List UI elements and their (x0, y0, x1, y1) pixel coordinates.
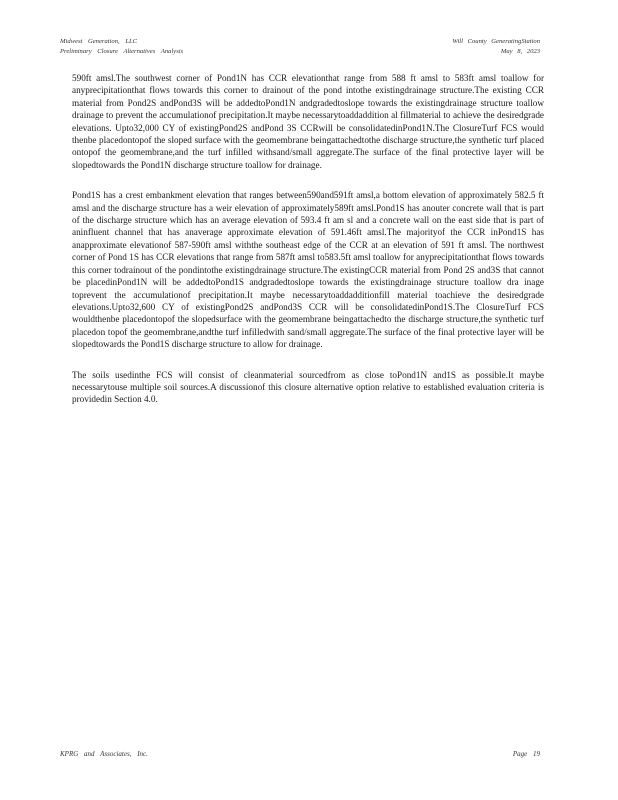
header-report-title: Preliminary Closure Alternatives Analysis (60, 48, 184, 55)
header-right (320, 37, 540, 57)
page-number: Page 19 (512, 750, 540, 758)
header-station: Will County GeneratingStation (452, 38, 540, 45)
header-left (60, 37, 320, 57)
paragraph-soils: The soils usedinthe FCS will consist of cleanmaterial sourcedfrom as close toPond1N and1S as possible.It maybe necessarytouse multiple soil sources.A discussionof this closure alternative option relative to established evaluation criteria is providedin Section 4.0. (72, 369, 544, 405)
header-date: May 8, 2023 (500, 48, 540, 55)
paragraph-pond1n: 590ft amsl.The southwest corner of Pond1N has CCR elevationthat range from 588 ft amsl to 583ft amsl toallow for anyprecipitationthat flows towards this corner to drainout of the pond intothe existingdrainage structure.The existing CCR material from Pond2S andPond3S will be addedtoPond1N andgradedtoslope towards the existingdrainage structure toallow drainage to prevent the accumulationof precipitation.It maybe necessarytoaddaddition al fillmaterial to achieve the desiredgrade elevations. Upto32,000 CY of existingPond2S andPond 3S CCRwill be consolidatedinPond1N.The ClosureTurf FCS would thenbe placedontopof the sloped surface with the geomembrane beingattachedtothe discharge structure,the synthetic turf placed ontopof the geomembrane,and the turf infilled withsand/small aggregate.The surface of the final protective layer will be slopedtowards the Pond1N discharge structure toallow for drainage. (72, 73, 544, 170)
footer-company: KPRG and Associates, Inc. (60, 750, 148, 758)
document-body (72, 72, 544, 424)
paragraph-pond1s: Pond1S has a crest embankment elevation that ranges between590and591ft amsl,a bottom elevation of approximately 582.5 ft amsl and the discharge structure has a weir elevation of approximately589ft amsl.Pond1S has anouter concrete wall that is part of the discharge structure which has an average elevation of 593.4 ft am sl and a concrete wall on the east side that is part of aninfluent channel that has anaverage approximate elevation of 591.46ft amsl.The majorityof the CCR inPond1S has anapproximate elevationof 587-590ft amsl withthe southeast edge of the CCR at an elevation of 591 ft amsl. The northwest corner of Pond 1S has CCR elevations that range from 587ft amsl to583.5ft amsl toallow for anyprecipitationthat flows towards this corner todrainout of the pondintothe existingdrainage structure.The existingCCR material from Pond 2S and3S that cannot be placedinPond1N will be addedtoPond1S andgradedtoslope towards the existingdrainage structure toallow dra inage toprevent the accumulationof precipitation.It maybe necessarytoaddadditionfill material toachieve the desiredgrade elevations.Upto32,600 CY of existingPond2S andPond3S CCR will be consolidatedinPond1S.The ClosureTurf FCS wouldthenbe placedontopof the slopedsurface with the geomembrane beingattachedto the discharge structure,the synthetic turf placedon topof the geomembrane,andthe turf infilledwith sand/small aggregate.The surface of the final protective layer will be slopedtowards the Pond1S discharge structure to allow for drainage. (72, 190, 544, 350)
header-company: Midwest Generation, LLC (60, 38, 138, 45)
